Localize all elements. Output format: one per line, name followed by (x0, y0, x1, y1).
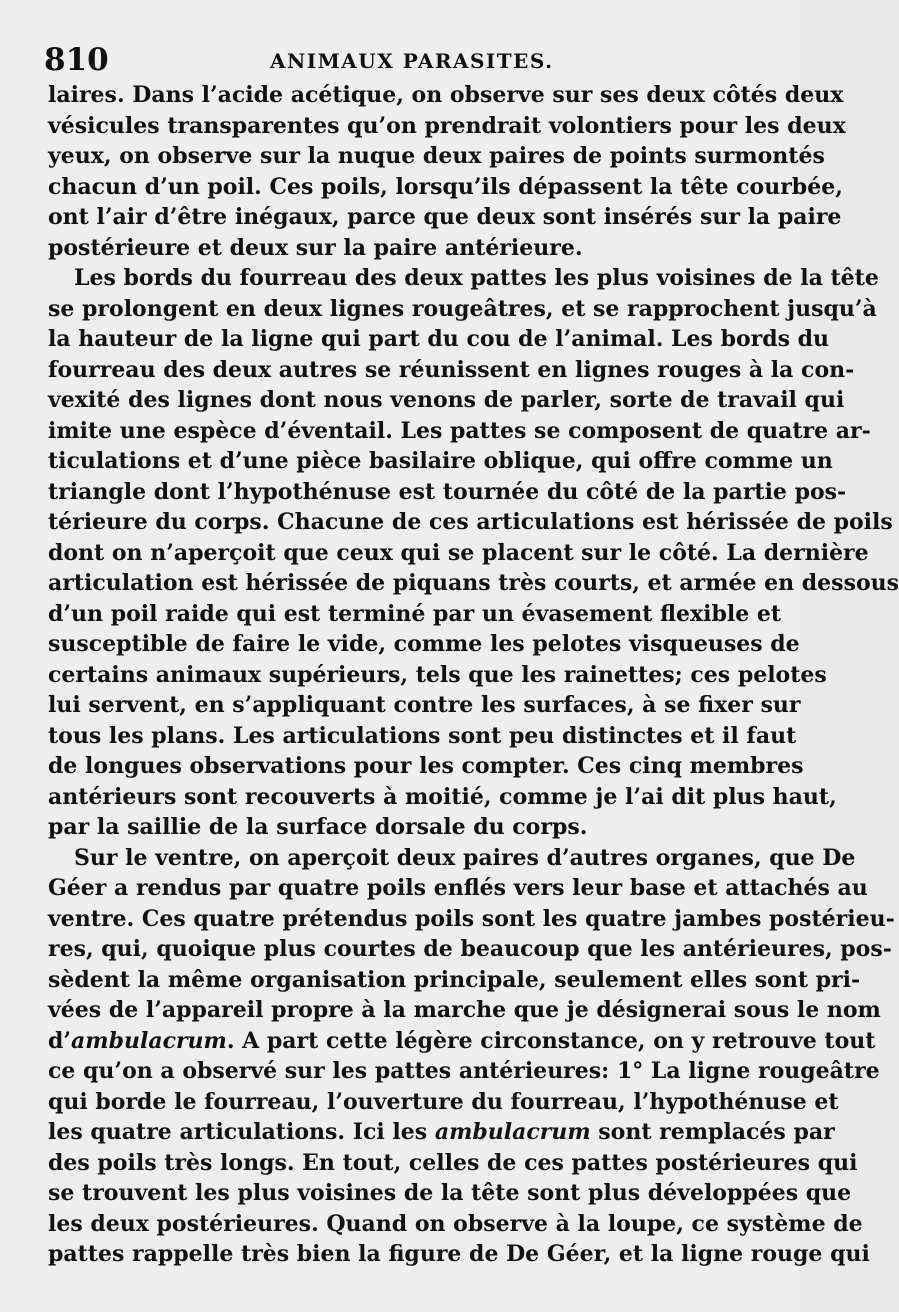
text-line: ticulations et d’une pièce basilaire oblique, qui offre comme un (48, 448, 833, 474)
text-line: Sur le ventre, on aperçoit deux paires d’autres organes, que De (74, 844, 856, 871)
body-text (48, 80, 899, 1270)
text-line: imite une espèce d’éventail. Les pattes se composent de quatre ar- (48, 417, 871, 444)
text-line: triangle dont l’hypothénuse est tournée du côté de la partie pos- (48, 478, 847, 505)
text-line: ont l’air d’être inégaux, parce que deux sont insérés sur la paire (48, 204, 842, 230)
text-line: vésicules transparentes qu’on prendrait volontiers pour les deux (48, 112, 846, 139)
running-title: ANIMAUX PARASITES. (270, 49, 554, 73)
text-line: Les bords du fourreau des deux pattes les plus voisines de la tête (74, 265, 879, 291)
text-line: des poils très longs. En tout, celles de ces pattes postérieures qui (48, 1149, 858, 1176)
text-line: Géer a rendus par quatre poils enflés vers leur base et attachés au (48, 875, 868, 901)
text-line: postérieure et deux sur la paire antérieure. (48, 234, 583, 261)
text-line: par la saillie de la surface dorsale du corps. (48, 814, 588, 840)
text-line: dont on n’aperçoit que ceux qui se placent sur le côté. La dernière (48, 539, 869, 566)
text-line: tous les plans. Les articulations sont peu distinctes et il faut (48, 722, 797, 749)
text-line: fourreau des deux autres se réunissent en lignes rouges à la con- (48, 356, 855, 383)
text-line: qui borde le fourreau, l’ouverture du fourreau, l’hypothénuse et (48, 1088, 839, 1115)
text-line: vées de l’appareil propre à la marche que je désignerai sous le nom (48, 997, 881, 1023)
text-line: les deux postérieures. Quand on observe à la loupe, ce système de (48, 1210, 863, 1237)
text-line: se prolongent en deux lignes rougeâtres, et se rapprochent jusqu’à (48, 295, 877, 322)
text-line: res, qui, quoique plus courtes de beaucoup que les antérieures, pos- (48, 936, 892, 962)
text-line: yeux, on observe sur la nuque deux paires de points surmontés (48, 143, 825, 169)
text-line: sèdent la même organisation principale, seulement elles sont pri- (48, 966, 861, 993)
text-line: vexité des lignes dont nous venons de parler, sorte de travail qui (48, 387, 845, 413)
text-line: ce qu’on a observé sur les pattes antérieures: 1° La ligne rougeâtre (48, 1058, 880, 1084)
text-line: chacun d’un poil. Ces poils, lorsqu’ils dépassent la tête courbée, (48, 173, 843, 200)
page-number: 810 (44, 42, 109, 78)
text-line: certains animaux supérieurs, tels que les rainettes; ces pelotes (48, 661, 827, 688)
text-line: d’ambulacrum. A part cette légère circonstance, on y retrouve tout (48, 1027, 876, 1054)
text-line: antérieurs sont recouverts à moitié, comme je l’ai dit plus haut, (48, 783, 837, 810)
text-line: ventre. Ces quatre prétendus poils sont les quatre jambes postérieu- (48, 905, 895, 932)
text-line: les quatre articulations. Ici les ambulacrum sont remplacés par (48, 1119, 835, 1145)
text-line: se trouvent les plus voisines de la tête sont plus développées que (48, 1180, 852, 1206)
text-line: pattes rappelle très bien la figure de De Géer, et la ligne rouge qui (48, 1241, 870, 1267)
text-line: susceptible de faire le vide, comme les pelotes visqueuses de (48, 631, 800, 657)
text-line: de longues observations pour les compter. Ces cinq membres (48, 753, 804, 779)
text-line: articulation est hérissée de piquans très courts, et armée en dessous (48, 570, 899, 596)
text-line: la hauteur de la ligne qui part du cou de l’animal. Les bords du (48, 326, 830, 352)
text-line: térieure du corps. Chacune de ces articulations est hérissée de poils (48, 509, 893, 535)
text-line: d’un poil raide qui est terminé par un évasement flexible et (48, 600, 782, 627)
page-header (44, 42, 764, 78)
text-line: laires. Dans l’acide acétique, on observe sur ses deux côtés deux (48, 82, 844, 108)
text-line: lui servent, en s’appliquant contre les surfaces, à se fixer sur (48, 692, 801, 718)
